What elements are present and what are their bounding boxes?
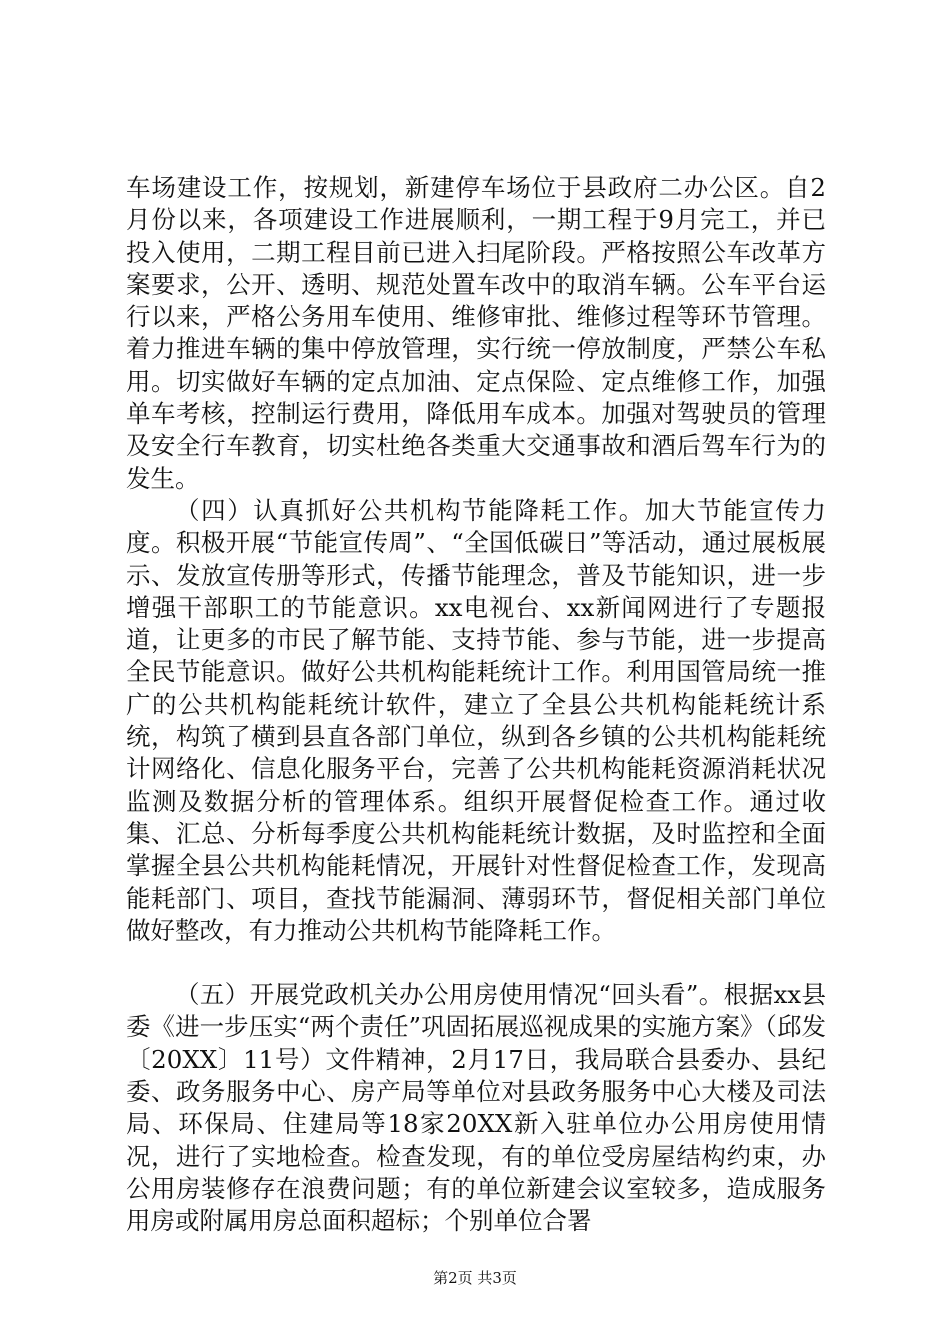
document-body xyxy=(126,172,826,1238)
page-number-footer: 第2页 共3页 xyxy=(433,1269,517,1287)
paragraph-vehicle-management: 车场建设工作，按规划，新建停车场位于县政府二办公区。自2月份以来，各项建设工作进展顺利，一期工程于9月完工，并已投入使用，二期工程目前已进入扫尾阶段。严格按照公车改革方案要求，公开、透明、规范处置车改中的取消车辆。公车平台运行以来，严格公务用车使用、维修审批、维修过程等环节管理。着力推进车辆的集中停放管理，实行统一停放制度，严禁公车私用。切实做好车辆的定点加油、定点保险、定点维修工作，加强单车考核，控制运行费用，降低用车成本。加强对驾驶员的管理及安全行车教育，切实杜绝各类重大交通事故和酒后驾车行为的发生。 xyxy=(126,173,826,493)
paragraph-energy-saving: （四）认真抓好公共机构节能降耗工作。加大节能宣传力度。积极开展“节能宣传周”、“全国低碳日”等活动，通过展板展示、发放宣传册等形式，传播节能理念，普及节能知识，进一步增强干部职工的节能意识。xx电视台、xx新闻网进行了专题报道，让更多的市民了解节能、支持节能、参与节能，进一步提高全民节能意识。做好公共机构能耗统计工作。利用国管局统一推广的公共机构能耗统计软件，建立了全县公共机构能耗统计系统，构筑了横到县直各部门单位，纵到各乡镇的公共机构能耗统计网络化、信息化服务平台，完善了公共机构能耗资源消耗状况监测及数据分析的管理体系。组织开展督促检查工作。通过收集、汇总、分析每季度公共机构能耗统计数据，及时监控和全面掌握全县公共机构能耗情况，开展针对性督促检查工作，发现高能耗部门、项目，查找节能漏洞、薄弱环节，督促相关部门单位做好整改，有力推动公共机构节能降耗工作。 xyxy=(126,495,826,945)
paragraph-office-space-review: （五）开展党政机关办公用房使用情况“回头看”。根据xx县委《进一步压实“两个责任”巩固拓展巡视成果的实施方案》（邱发〔20XX〕11号）文件精神，2月17日，我局联合县委办、县纪委、政务服务中心、房产局等单位对县政务服务中心大楼及司法局、环保局、住建局等18家20XX新入驻单位办公用房使用情况，进行了实地检查。检查发现，有的单位受房屋结构约束，办公用房装修存在浪费问题；有的单位新建会议室较多，造成服务用房或附属用房总面积超标；个别单位合署 xyxy=(126,980,826,1236)
